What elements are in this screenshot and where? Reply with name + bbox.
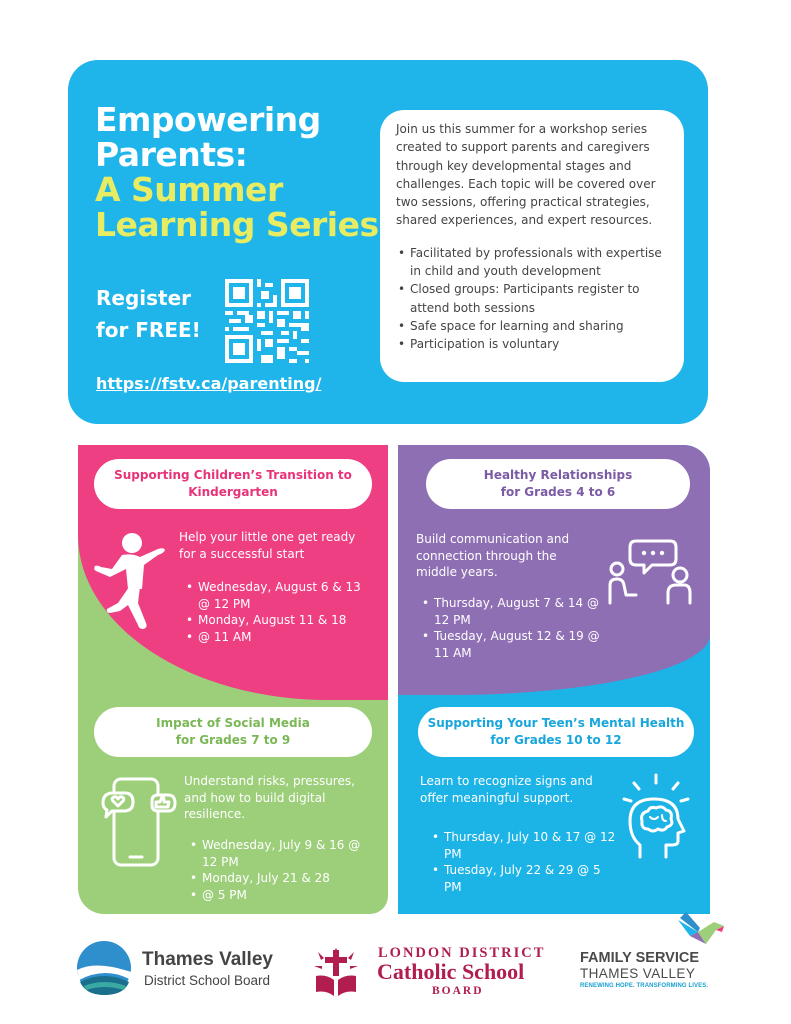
list-item: • @ 5 PM: [188, 887, 378, 904]
list-item: • @ 11 AM: [184, 629, 374, 646]
list-item: • Facilitated by professionals with expertise in child and youth development: [396, 244, 670, 281]
session-dates: [184, 579, 374, 645]
session-description: Learn to recognize signs and offer meaningful support.: [420, 774, 593, 805]
fstv-name-top: FAMILY SERVICE: [580, 950, 699, 966]
subtitle-line: A Summer: [95, 170, 283, 209]
feature-list: [396, 244, 670, 354]
list-item: • Closed groups: Participants register to attend both sessions: [396, 280, 670, 317]
list-item: • Monday, July 21 & 28: [188, 870, 378, 887]
session-title-line: Healthy Relationships: [483, 468, 633, 482]
page-title: [95, 102, 395, 242]
registration-link[interactable]: https://fstv.ca/parenting/: [96, 374, 322, 393]
ldcsb-name-top: LONDON DISTRICT: [378, 945, 546, 961]
tvdsb-name: Thames Valley: [142, 949, 273, 970]
right-sessions-panel: [398, 445, 710, 914]
session-title-line: Supporting Children’s Transition to: [114, 468, 352, 482]
register-line: for FREE!: [96, 318, 201, 342]
intro-card: [380, 110, 684, 382]
ldcsb-name-bottom: BOARD: [432, 985, 484, 997]
fstv-tagline: RENEWING HOPE. TRANSFORMING LIVES.: [580, 983, 709, 989]
session-title-line: for Grades 10 to 12: [490, 733, 622, 747]
list-item: • Thursday, August 7 & 14 @ 12 PM: [420, 595, 606, 628]
session-title-line: Supporting Your Teen’s Mental Health: [427, 716, 685, 730]
fstv-name: THAMES VALLEY: [580, 966, 696, 981]
conversation-icon: [606, 537, 694, 609]
list-item: • Tuesday, July 22 & 29 @ 5 PM: [430, 862, 616, 895]
list-item: • Wednesday, August 6 & 13 @ 12 PM: [184, 579, 374, 612]
subtitle-line: Learning Series: [95, 205, 379, 244]
session-title-line: for Grades 4 to 6: [500, 485, 616, 499]
list-item: • Participation is voluntary: [396, 335, 670, 353]
session-description: Help your little one get ready for a successful start: [179, 530, 356, 561]
brain-head-icon: [618, 773, 696, 861]
list-item: • Monday, August 11 & 18: [184, 612, 374, 629]
ldcsb-crest-icon: [312, 946, 360, 998]
list-item: • Thursday, July 10 & 17 @ 12 PM: [430, 829, 616, 862]
session-title-kindergarten: [94, 459, 372, 509]
tvdsb-logo-icon: [76, 940, 132, 996]
session-description: Understand risks, pressures, and how to build digital resilience.: [184, 774, 355, 821]
session-title-mental-health: [418, 707, 694, 757]
title-line: Empowering: [95, 100, 321, 139]
list-item: • Tuesday, August 12 & 19 @ 11 AM: [420, 628, 606, 661]
left-sessions-panel: [78, 445, 388, 914]
session-title-line: Kindergarten: [188, 485, 278, 499]
title-line: Parents:: [95, 135, 248, 174]
smartphone-social-icon: [100, 775, 178, 871]
register-label: [96, 282, 201, 346]
session-dates: [430, 829, 616, 895]
session-dates: [188, 837, 378, 903]
hero-banner: [68, 60, 708, 424]
running-child-icon: [92, 531, 168, 631]
session-dates: [420, 595, 606, 661]
session-title-line: Impact of Social Media: [156, 716, 310, 730]
tvdsb-subtitle: District School Board: [144, 973, 271, 988]
session-title-social-media: [94, 707, 372, 757]
list-item: • Safe space for learning and sharing: [396, 317, 670, 335]
qr-code-icon[interactable]: [225, 278, 309, 364]
ldcsb-name: Catholic School: [377, 959, 525, 984]
list-item: • Wednesday, July 9 & 16 @ 12 PM: [188, 837, 378, 870]
intro-text: Join us this summer for a workshop series created to support parents and caregivers through key developmental stages and challenges. Each topic will be covered over two sessions, offering practical strategies, shared experiences, and expert resources.: [396, 122, 656, 228]
register-line: Register: [96, 286, 192, 310]
session-title-relationships: [426, 459, 690, 509]
session-title-line: for Grades 7 to 9: [175, 733, 291, 747]
session-description: Build communication and connection through the middle years.: [416, 532, 570, 579]
bird-logo-icon: [676, 912, 726, 948]
